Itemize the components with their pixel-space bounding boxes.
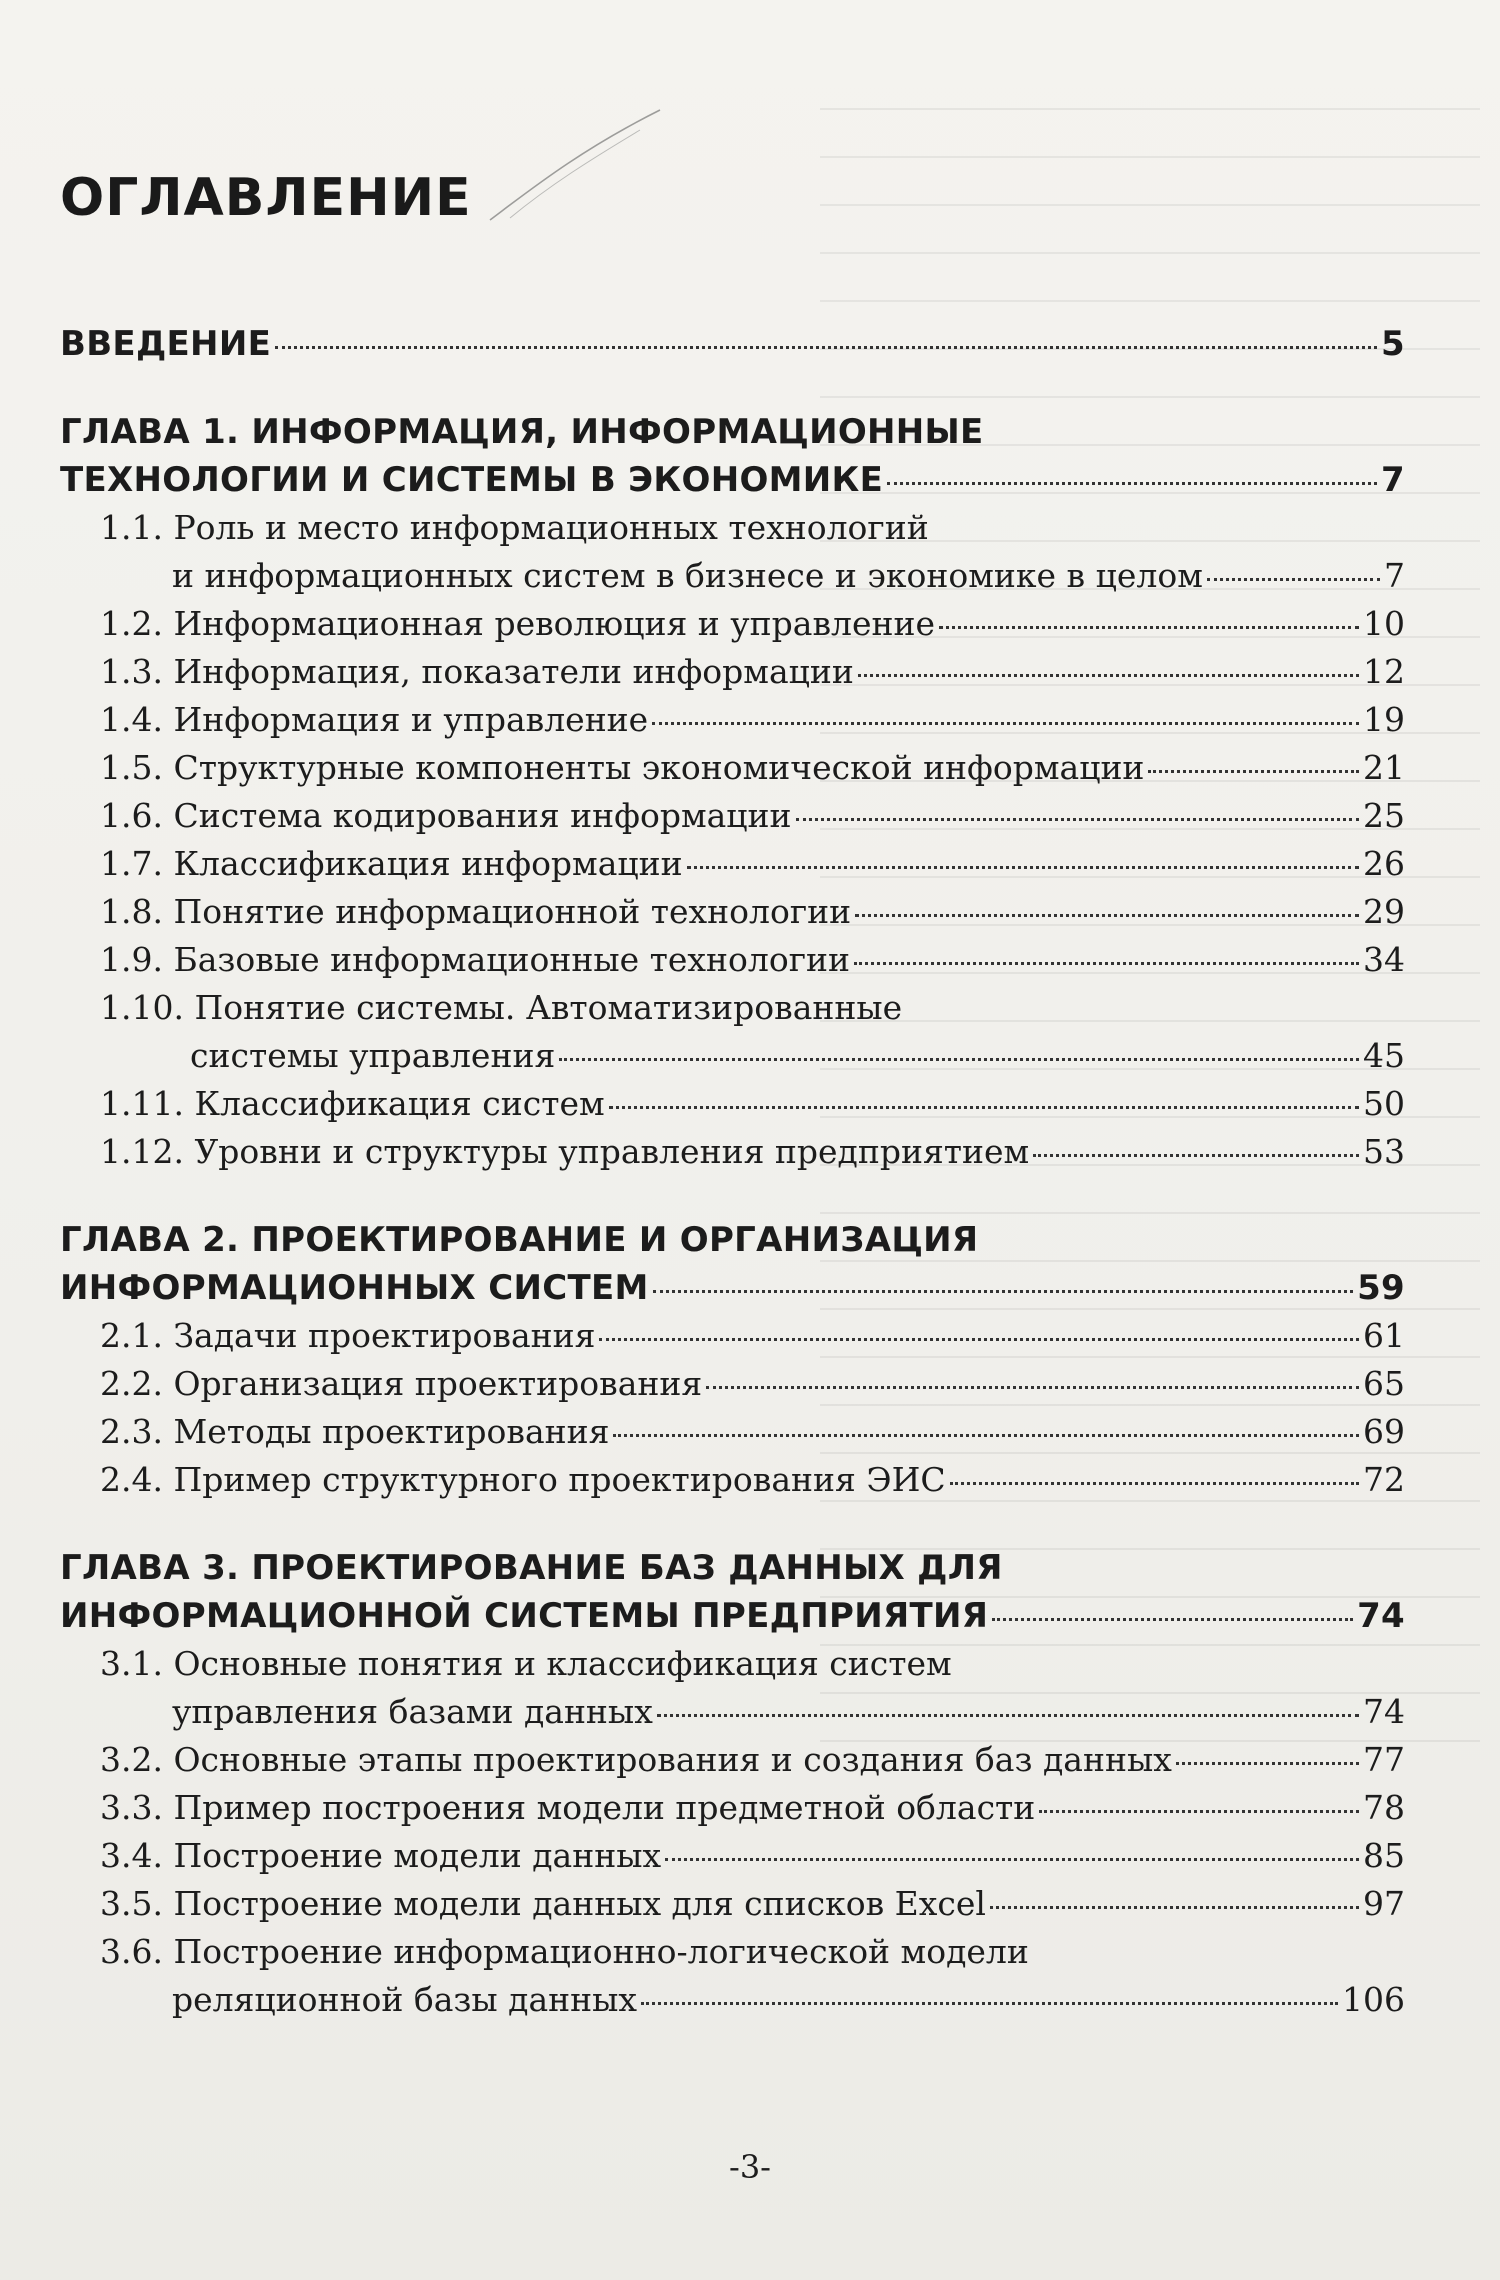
dot-leader — [559, 1057, 1359, 1061]
section-line-last — [100, 1784, 1405, 1832]
toc-page-number: 50 — [1363, 1084, 1405, 1123]
section-line — [100, 1640, 1405, 1688]
section-entry[interactable] — [60, 1456, 1405, 1504]
section-title: 1.6. Система кодирования информации — [100, 796, 792, 835]
toc-page-number: 25 — [1363, 796, 1405, 835]
section-line-last — [100, 1128, 1405, 1176]
dot-leader — [854, 961, 1359, 965]
section-entry[interactable] — [60, 1312, 1405, 1360]
section-line-last — [100, 888, 1405, 936]
toc-page-number: 21 — [1363, 748, 1405, 787]
section-title: 1.11. Классификация систем — [100, 1084, 605, 1123]
toc-page-number: 29 — [1363, 892, 1405, 931]
section-title: 1.10. Понятие системы. Автоматизированные — [100, 988, 903, 1027]
section-title: 1.7. Классификация информации — [100, 844, 683, 883]
section-title: 2.3. Методы проектирования — [100, 1412, 610, 1451]
section-title: и информационных систем в бизнесе и экономике в целом — [172, 556, 1203, 595]
section-line — [100, 984, 1405, 1032]
section-title: 3.5. Построение модели данных для списков Excel — [100, 1884, 986, 1923]
chapter-title: ГЛАВА 3. ПРОЕКТИРОВАНИЕ БАЗ ДАННЫХ ДЛЯ — [60, 1548, 1003, 1588]
section-entry[interactable] — [60, 744, 1405, 792]
section-entry[interactable] — [60, 792, 1405, 840]
dot-leader — [1033, 1153, 1359, 1157]
toc-page-number: 77 — [1363, 1740, 1405, 1779]
section-entry[interactable] — [60, 840, 1405, 888]
intro-block — [60, 320, 1405, 368]
dot-leader — [652, 721, 1359, 725]
toc-page-number: 85 — [1363, 1836, 1405, 1875]
dot-leader — [887, 481, 1377, 485]
section-entry[interactable] — [60, 696, 1405, 744]
section-title: 1.1. Роль и место информационных технологий — [100, 508, 929, 547]
dot-leader — [1176, 1761, 1359, 1765]
dot-leader — [950, 1481, 1359, 1485]
dot-leader — [1207, 577, 1380, 581]
section-line-last — [100, 1832, 1405, 1880]
section-entry[interactable] — [60, 648, 1405, 696]
section-entry[interactable] — [60, 888, 1405, 936]
section-entry[interactable] — [60, 1080, 1405, 1128]
chapter-block — [60, 1544, 1405, 2024]
chapter-title: ИНФОРМАЦИОННОЙ СИСТЕМЫ ПРЕДПРИЯТИЯ — [60, 1596, 989, 1636]
section-line-last — [100, 1360, 1405, 1408]
section-line-last — [100, 744, 1405, 792]
section-title: 1.2. Информационная революция и управление — [100, 604, 936, 643]
toc-page-number: 19 — [1363, 700, 1405, 739]
section-title: 2.1. Задачи проектирования — [100, 1316, 596, 1355]
section-line-last — [100, 936, 1405, 984]
section-entry[interactable] — [60, 984, 1405, 1080]
section-title: 3.2. Основные этапы проектирования и создания баз данных — [100, 1740, 1172, 1779]
toc-page-number: 74 — [1363, 1692, 1405, 1731]
section-entry[interactable] — [60, 1640, 1405, 1736]
section-line — [100, 1928, 1405, 1976]
section-entry[interactable] — [60, 936, 1405, 984]
dot-leader — [665, 1857, 1359, 1861]
chapter-heading-line[interactable] — [60, 1216, 1405, 1264]
section-title: 1.8. Понятие информационной технологии — [100, 892, 852, 931]
section-entry[interactable] — [60, 1832, 1405, 1880]
toc-title: ОГЛАВЛЕНИЕ — [60, 168, 472, 228]
dot-leader — [609, 1105, 1359, 1109]
chapter-title: ГЛАВА 2. ПРОЕКТИРОВАНИЕ И ОРГАНИЗАЦИЯ — [60, 1220, 979, 1260]
toc-page-number: 5 — [1381, 324, 1405, 364]
section-title: управления базами данных — [172, 1692, 653, 1731]
toc-page-number: 65 — [1363, 1364, 1405, 1403]
dot-leader — [613, 1433, 1359, 1437]
dot-leader — [992, 1617, 1353, 1621]
section-line-last — [100, 1312, 1405, 1360]
chapter-heading-last-line[interactable] — [60, 1592, 1405, 1640]
toc-page-number: 53 — [1363, 1132, 1405, 1171]
dot-leader — [796, 817, 1359, 821]
dot-leader — [1148, 769, 1359, 773]
chapter-heading-line[interactable] — [60, 1544, 1405, 1592]
dot-leader — [990, 1905, 1359, 1909]
section-entry[interactable] — [60, 1880, 1405, 1928]
section-entry[interactable] — [60, 1128, 1405, 1176]
section-title: 3.3. Пример построения модели предметной области — [100, 1788, 1036, 1827]
toc-page-number: 59 — [1357, 1268, 1405, 1308]
section-entry[interactable] — [60, 1408, 1405, 1456]
section-entry[interactable] — [60, 1360, 1405, 1408]
section-line-last — [100, 1408, 1405, 1456]
section-entry[interactable] — [60, 1928, 1405, 2024]
section-entry[interactable] — [60, 1784, 1405, 1832]
toc-page-number: 12 — [1363, 652, 1405, 691]
section-line-last — [100, 1080, 1405, 1128]
toc-page-number: 7 — [1381, 460, 1405, 500]
dot-leader — [855, 913, 1359, 917]
section-line-last — [100, 840, 1405, 888]
section-title: 1.3. Информация, показатели информации — [100, 652, 854, 691]
toc-page-number: 97 — [1363, 1884, 1405, 1923]
toc-page-number: 106 — [1342, 1980, 1405, 2019]
section-line-last — [100, 696, 1405, 744]
toc-page-number: 10 — [1363, 604, 1405, 643]
section-entry[interactable] — [60, 600, 1405, 648]
section-line — [100, 504, 1405, 552]
chapter-heading-last-line[interactable] — [60, 456, 1405, 504]
toc-page-number: 45 — [1363, 1036, 1405, 1075]
chapter-block — [60, 1216, 1405, 1504]
section-line-last — [100, 1976, 1405, 2024]
dot-leader — [641, 2001, 1338, 2005]
section-line-last — [100, 648, 1405, 696]
dot-leader — [939, 625, 1359, 629]
dot-leader — [687, 865, 1359, 869]
section-line-last — [100, 1456, 1405, 1504]
toc-entry-label: ВВЕДЕНИЕ — [60, 324, 272, 364]
page-number: -3- — [729, 2148, 771, 2186]
dot-leader — [599, 1337, 1359, 1341]
section-title: 3.6. Построение информационно-логической модели — [100, 1932, 1029, 1971]
pencil-scratch-mark — [470, 100, 670, 230]
dot-leader — [657, 1713, 1359, 1717]
section-title: 3.4. Построение модели данных — [100, 1836, 662, 1875]
chapter-title: ИНФОРМАЦИОННЫХ СИСТЕМ — [60, 1268, 649, 1308]
dot-leader — [858, 673, 1359, 677]
toc-page-number: 61 — [1363, 1316, 1405, 1355]
chapter-block — [60, 408, 1405, 1176]
section-entry[interactable] — [60, 1736, 1405, 1784]
toc-page-number: 26 — [1363, 844, 1405, 883]
section-title: 3.1. Основные понятия и классификация систем — [100, 1644, 952, 1683]
dot-leader — [653, 1289, 1353, 1293]
section-title: 1.12. Уровни и структуры управления предприятием — [100, 1132, 1030, 1171]
table-of-contents — [60, 320, 1405, 2024]
chapter-heading-line[interactable] — [60, 408, 1405, 456]
toc-entry-intro[interactable] — [60, 320, 1405, 368]
dot-leader — [706, 1385, 1359, 1389]
section-line-last — [100, 600, 1405, 648]
section-line-last — [100, 1688, 1405, 1736]
toc-page-number: 7 — [1384, 556, 1405, 595]
dot-leader — [1039, 1809, 1359, 1813]
section-title: реляционной базы данных — [172, 1980, 638, 2019]
section-line-last — [100, 792, 1405, 840]
section-title: 1.4. Информация и управление — [100, 700, 649, 739]
toc-page-number: 78 — [1363, 1788, 1405, 1827]
section-title: системы управления — [190, 1036, 556, 1075]
section-line-last — [100, 552, 1405, 600]
section-title: 1.5. Структурные компоненты экономической информации — [100, 748, 1145, 787]
toc-page-number: 34 — [1363, 940, 1405, 979]
chapter-heading-last-line[interactable] — [60, 1264, 1405, 1312]
section-title: 2.2. Организация проектирования — [100, 1364, 703, 1403]
toc-page-number: 72 — [1363, 1460, 1405, 1499]
section-entry[interactable] — [60, 504, 1405, 600]
section-title: 2.4. Пример структурного проектирования ЭИС — [100, 1460, 946, 1499]
section-line-last — [100, 1032, 1405, 1080]
section-line-last — [100, 1736, 1405, 1784]
toc-page-number: 74 — [1357, 1596, 1405, 1636]
section-title: 1.9. Базовые информационные технологии — [100, 940, 850, 979]
chapter-title: ТЕХНОЛОГИИ И СИСТЕМЫ В ЭКОНОМИКЕ — [60, 460, 884, 500]
chapter-title: ГЛАВА 1. ИНФОРМАЦИЯ, ИНФОРМАЦИОННЫЕ — [60, 412, 984, 452]
toc-page-number: 69 — [1363, 1412, 1405, 1451]
dot-leader — [275, 345, 1377, 349]
section-line-last — [100, 1880, 1405, 1928]
